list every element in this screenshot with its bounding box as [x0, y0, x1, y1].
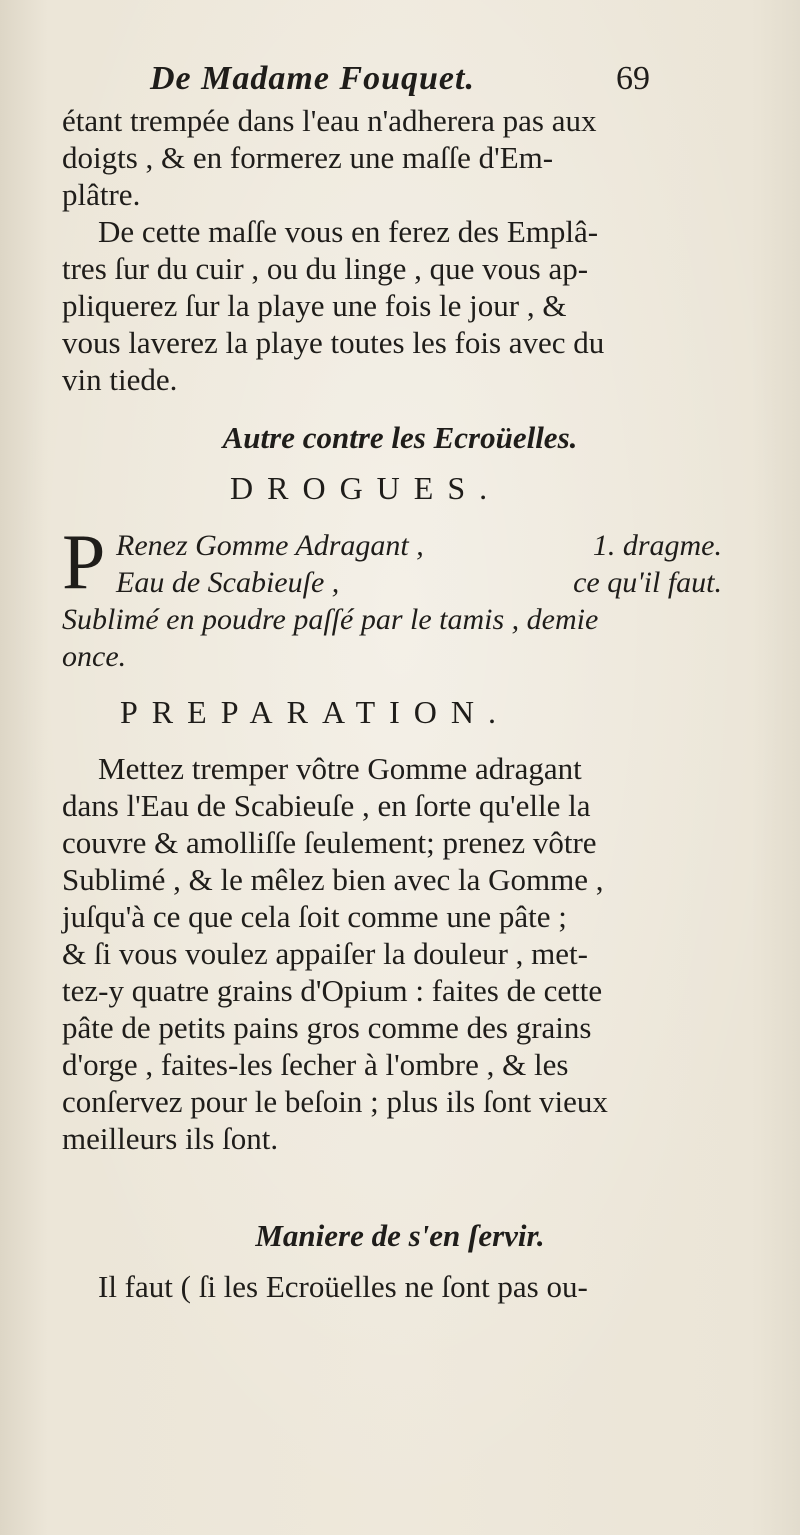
- text-line: juſqu'à ce que cela ſoit comme une pâte ;: [62, 899, 567, 934]
- text-line: pliquerez ſur la playe une fois le jour , &: [62, 288, 567, 323]
- ingredient-name: once.: [62, 640, 127, 673]
- text-line: conſervez pour le beſoin ; plus ils ſont vieux: [62, 1084, 608, 1119]
- ingredients-list: [62, 518, 742, 687]
- text-line: plâtre.: [62, 177, 141, 212]
- text-line: doigts , & en formerez une maſſe d'Em-: [62, 140, 554, 175]
- text-line: dans l'Eau de Scabieuſe , en ſorte qu'elle la: [62, 788, 591, 823]
- text-line: tres ſur du cuir , ou du linge , que vous ap-: [62, 251, 589, 286]
- ingredient-quantity: ce qu'il faut.: [573, 566, 722, 599]
- text-line: vous laverez la playe toutes les fois avec du: [62, 325, 605, 360]
- text-line: Il faut ( ſi les Ecroüelles ne ſont pas ou-: [98, 1269, 588, 1304]
- intro-paragraph: [62, 102, 734, 398]
- ingredient-name: Renez Gomme Adragant ,: [116, 529, 424, 562]
- header-title: De Madame Fouquet.: [150, 60, 475, 97]
- text-line: pâte de petits pains gros comme des grains: [62, 1010, 592, 1045]
- text-line: tez-y quatre grains d'Opium : faites de cette: [62, 973, 603, 1008]
- page-number: 69: [616, 60, 650, 97]
- text-line: De cette maſſe vous en ferez des Emplâ-: [98, 214, 599, 249]
- text-line: couvre & amolliſſe ſeulement; prenez vôtre: [62, 825, 597, 860]
- preparation-paragraph: [62, 750, 734, 1157]
- text-line: Mettez tremper vôtre Gomme adragant: [98, 751, 582, 786]
- text-line: d'orge , faites-les ſecher à l'ombre , & les: [62, 1047, 569, 1082]
- usage-title: Maniere de s'en ſervir.: [255, 1218, 545, 1253]
- drogues-heading: DROGUES.: [230, 470, 502, 506]
- text-line: étant trempée dans l'eau n'adherera pas aux: [62, 103, 597, 138]
- preparation-heading: PREPARATION.: [120, 694, 510, 730]
- text-line: meilleurs ils ſont.: [62, 1121, 279, 1156]
- text-line: Sublimé , & le mêlez bien avec la Gomme ,: [62, 862, 604, 897]
- remedy-title: Autre contre les Ecroüelles.: [222, 420, 578, 455]
- ingredient-name: Sublimé en poudre paſſé par le tamis , demie: [62, 603, 599, 636]
- running-header: [150, 60, 650, 100]
- drop-cap: P: [62, 518, 106, 605]
- ingredient-name: Eau de Scabieuſe ,: [116, 566, 340, 599]
- text-line: vin tiede.: [62, 362, 178, 397]
- final-paragraph: [62, 1268, 734, 1305]
- text-line: & ſi vous voulez appaiſer la douleur , met-: [62, 936, 588, 971]
- ingredient-quantity: 1. dragme.: [592, 529, 722, 562]
